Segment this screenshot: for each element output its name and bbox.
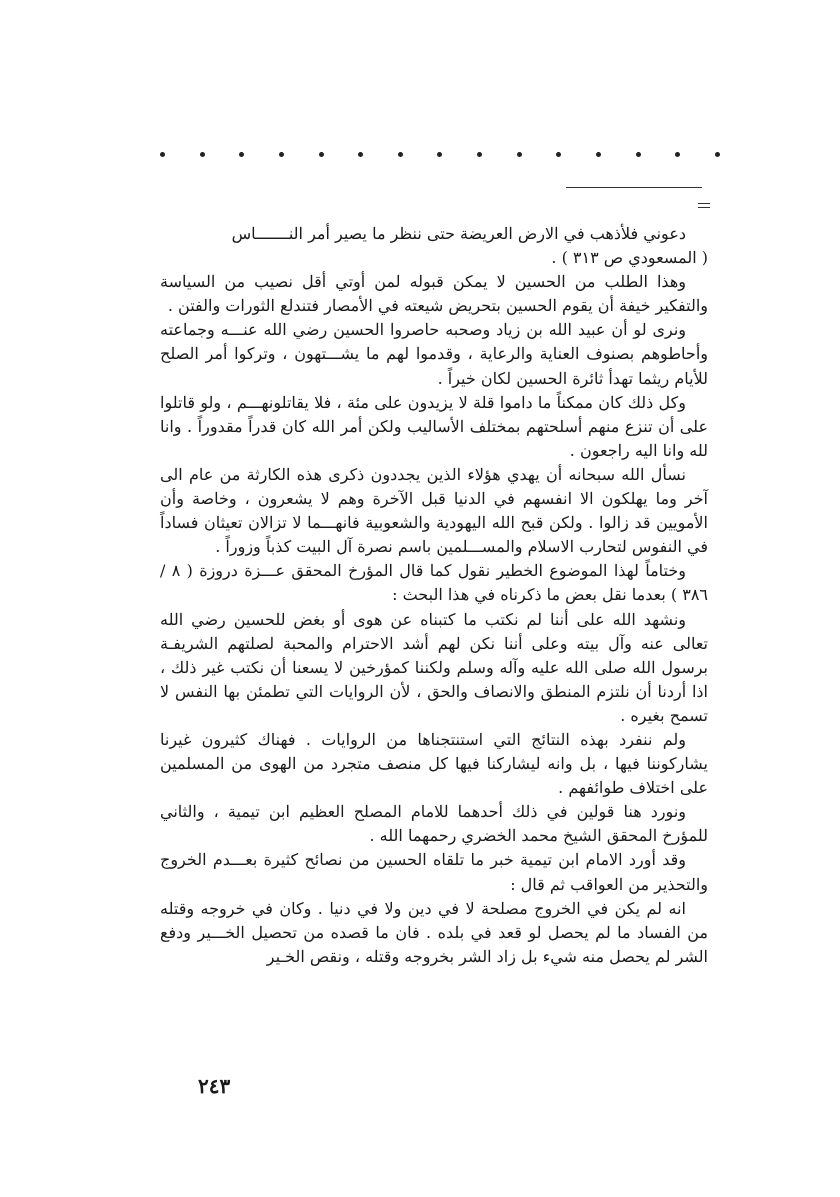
ornament-dot — [636, 152, 641, 157]
ornament-dot — [675, 152, 680, 157]
ornament-dot — [398, 152, 403, 157]
body-text — [160, 222, 708, 969]
ornament-dot — [477, 152, 482, 157]
double-dash-marker — [698, 203, 710, 211]
paragraph: وختاماً لهذا الموضوع الخطير نقول كما قال المؤرخ المحقق عـــزة دروزة ( ٨ / ٣٨٦ ) بعدما نقل بعض ما ذكرناه في هذا البحث : — [160, 561, 708, 605]
ornament-dot — [437, 152, 442, 157]
paragraph: وكل ذلك كان ممكناً ما داموا قلة لا يزيدون على مئة ، فلا يقاتلونهـــم ، ولو قاتلوا على أن تنزع منهم أسلحتهم بمختلف الأساليب ولكن أمر الله كان قدراً مقدوراً . وانا لله وانا اليه راجعون . — [160, 392, 708, 460]
paragraph: نسأل الله سبحانه أن يهدي هؤلاء الذين يجددون ذكرى هذه الكارثة من عام الى آخر وما يهلكون الا انفسهم في الدنيا قبل الآخرة وهم لا يشعرون ، وخاصة وأن الأمويين قد زالوا . ولكن قبح الله اليهودية والشعوبية فانهـــما لا تزالان تعيثان فساداً في النفوس لتحارب الاسلام والمســـلمين باسم نصرة آل البيت كذباً وزوراً . — [160, 464, 708, 557]
paragraph: ولم ننفرد بهذه النتائج التي استنتجناها من الروايات . فهناك كثيرون غيرنا يشاركوننا فيها ، بل وانه ليشاركنا فيها كل منصف متجرد من الهوى من المسلمين على اختلاف طوائفهم . — [160, 729, 708, 798]
ornament-dot — [279, 152, 284, 157]
horizontal-rule — [566, 187, 702, 188]
paragraph: وقد أورد الامام ابن تيمية خبر ما تلقاه الحسين من نصائح كثيرة بعـــدم الخروج والتحذير من العواقب ثم قال : — [160, 850, 708, 894]
paragraph: ونورد هنا قولين في ذلك أحدهما للامام المصلح العظيم ابن تيمية ، والثاني للمؤرخ المحقق الشيخ محمد الخضري رحمهما الله . — [160, 802, 708, 846]
paragraph: دعوني فلأذهب في الارض العريضة حتى ننظر ما يصير أمر النـــــــاس — [231, 224, 686, 243]
ornament-dot — [358, 152, 363, 157]
paragraph: ونرى لو أن عبيد الله بن زياد وصحبه حاصروا الحسين رضي الله عنـــه وجماعته وأحاطوهم بصنوف العناية والرعاية ، وقدموا لهم ما يشـــتهون ، وتركوا أمر الصلح للأيام ريثما تهدأ ثائرة الحسين لكان خيراً . — [160, 320, 708, 388]
ornament-dot — [715, 152, 720, 157]
dotted-ornament — [160, 142, 720, 166]
ornament-dot — [517, 152, 522, 157]
ornament-dot — [556, 152, 561, 157]
page-number: ٢٤٣ — [198, 1074, 231, 1098]
paragraph: ونشهد الله على أننا لم نكتب ما كتبناه عن هوى أو بغض للحسين رضي الله تعالى عنه وآل بيته وعلى أننا نكن لهم أشد الاحترام والمحبة لصلتهم الشريفـة برسول الله صلى الله عليه وآله وسلم ولكننا كمؤرخين لا يسعنا أن نكتب غير ذلك ، اذا أردنا أن نلتزم المنطق والانصاف والحق ، لأن الروايات التي تطمئن بها النفس لا تسمح بغيره . — [160, 609, 709, 725]
paragraph: ( المسعودي ص ٣١٣ ) . — [551, 248, 708, 268]
ornament-dot — [160, 152, 165, 157]
ornament-dot — [200, 152, 205, 157]
ornament-dot — [319, 152, 324, 157]
paragraph: انه لم يكن في الخروج مصلحة لا في دين ولا في دنيا . وكان في خروجه وقتله من الفساد ما لم يحصل لو قعد في بلده . فان ما قصده من تحصيل الخـــير ودفع الشر لم يحصل منه شيء بل زاد الشر بخروجه وقتله ، ونقص الخـير — [160, 898, 708, 966]
paragraph: وهذا الطلب من الحسين لا يمكن قبوله لمن أوتي أقل نصيب من السياسة والتفكير خيفة أن يقوم الحسين بتحريض شيعته في الأمصار فتندلع الثورات والفتن . — [160, 272, 708, 316]
ornament-dot — [596, 152, 601, 157]
ornament-dot — [239, 152, 244, 157]
